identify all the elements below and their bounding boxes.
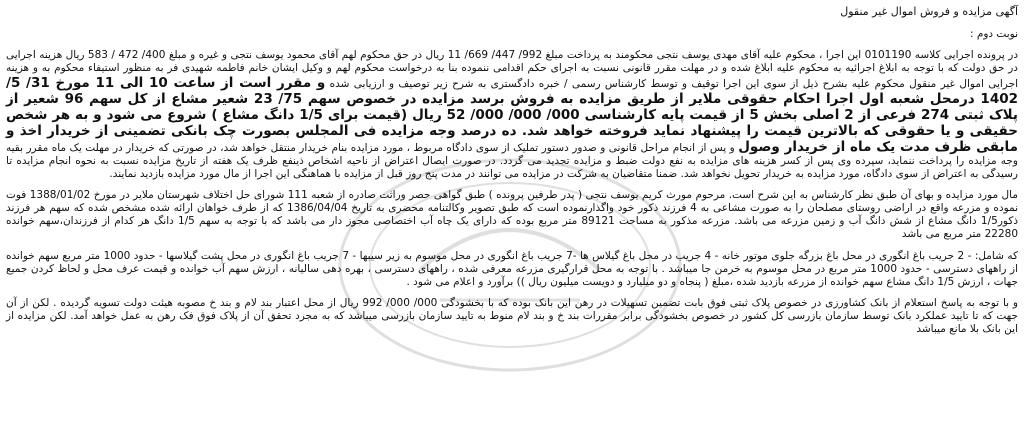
auction-schedule-highlight: و مقرر است از ساعت 10 الی 11 مورخ 31/ 5/ 1402 درمحل شعبه اول اجرا احکام حقوقی ملایر از طریق مزایده به فروش برسد مزایده در خصوص سهم 75/ 23 شعیر مشاع از کل سهم 96 شعیر از پلاک ثبتی 274 فرعی از 2 اصلی بخش 5 از قیمت پایه کارشناسی 000/ 000/ 000/ 52 ریال (قیمت برای 1/5 دانگ مشاع ) شروع می شود و به هر شخص حقیقی و یا حقوقی که بالاترین قیمت را پیشنهاد نماید فروخته خواهد شد. ده درصد وجه مزایده فی المجلس بصورت چک بانکی تضمینی از خریدار اخذ و مابقی ظرف مدت یک ماه از خریدار وصول — [6, 75, 1018, 155]
bank-inquiry-paragraph: و با توجه به پاسخ استعلام از بانک کشاورزی در خصوص پلاک ثبتی فوق بابت تضمین تسهیلات در رهن این بانک بوده که با بخشودگی 000/ 000/ 992 ریال از محل اعتبار بند لام و بند خ مصوبه هیئت دولت تسویه گردیده . لکن از آن جهت که تا تایید عملکرد بانک توسط سازمان بازرسی کل کشور در خصوص بخشودگی برابر مقررات بند خ و بند لام منوط به تایید سازمان بازرسی میباشد که به مجرد تحقق آن از پلاک فوق فک رهن به عمل خواهد آمد. لکن مزایده از این بانک بلا مانع میباشد — [6, 297, 1018, 335]
property-description-paragraph: مال مورد مزایده و بهای آن طبق نظر کارشناس به این شرح است. مرحوم مورث کریم یوسف نتجی ( پدر طرفین پرونده ) طبق گواهی حصر وراثت صادره از شعبه 111 شورای حل اختلاف شهرستان ملایر در مورخ 1388/01/02 فوت نموده و مزرعه واقع در اراضی روستای مصلحان را به صورت مشاعی به 4 فرزند ذکور خود واگذارنموده است که طبق تصویر وکالتنامه محضری به تاریخ 1386/04/04 که از طرف خواهان ارائه شده مشخص شده که سهم هر فرزند ذکور1/5 دانگ مشاع از شش دانگ آب و زمین مزرعه می باشد. مزرعه مذکور به مساحت 89121 متر مربع بوده که دارای یک چاه آب اختصاصی مجوز دار می باشد که با توجه به سهم 1/5 دانگ هر کدام از فرزندان،سهم خوانده 22280 متر مربع می باشد — [6, 189, 1019, 240]
page-title: آگهی مزایده و فروش اموال غیر منقول — [840, 5, 1018, 18]
case-details-text: در پرونده اجرایی کلاسه 0101190 این اجرا ، محکوم علیه آقای مهدی یوسف نتجی محکومند به پرداخت مبلغ 992/ 447/ 669/ 11 ریال در حق محکوم لهم آقای محمود یوسف نتجی و غیره و مبلغ 400/ 472 / 583 ریال هزینه اجرایی در حق دولت که با توجه به ابلاغ اجرائیه به محکوم علیه ابلاغ شده و در مهلت مقرر قانونی نسبت به اجرای حکم اقدامی ننموده بنا به درخواست محکوم لهم و وکیل ایشان خانم فاطمه شهیدی فر به منظور استیفاء محکوم به و هزینه اجرایی اموال غیر منقول محکوم علیه بشرح ذیل از سوی این اجرا توقیف و توسط کارشناس رسمی / خبره دادگستری به شرح زیر توصیف و ارزیابی شده — [6, 49, 1018, 90]
property-breakdown-paragraph: که شامل: - 2 جریب باغ انگوری در محل باغ بزرگه جلوی موتور خانه - 4 جریب در محل باغ گیلاس ها -7 جریب باغ انگوری در محل موسوم به زیر سیبها - 7 جریب باغ انگوری در محل پشت گیلاسها - حدود 1000 متر مربع سهم خوانده از راههای دسترسی - حدود 1000 متر مربع در محل موسوم به خرمن جا میباشد . با توجه به محل قرارگیری مزرعه معرفی شده ، راههای دسترسی ، بهره دهی سالیانه ، ارزش سهم آب خوانده و قیمت عرف محل و لحاظ کردن جمیع جهات ، ارزش 1/5 دانگ مشاع سهم خوانده از مزرعه بازدید شده ،مبلغ ( پنجاه و دو میلیارد و دویست میلیون ریال )) برآورد و اعلام می شود . — [6, 250, 1019, 288]
auction-conditions-text: و پس از انجام مراحل قانونی و صدور دستور تملیک از سوی دادگاه مربوط ، مورد مزایده بنام خریدار منتقل خواهد شد، در صورتی که خریدار در مهلت یک ماه مقرر بقیه وجه مزایده را پرداخت ننماید، سپرده وی پس از کسر هزینه های مزایده به نفع دولت ضبط و مزایده تجدید می گردد. در صورت ایصال اعتراض از ناحیه اشخاص ذینفع ظرف یک هفته از تاریخ مزایده نسبت به نحوه انجام مزایده تا رسیدگی به اعتراض از سوی دادگاه، مورد مزایده به خریدار تحویل نخواهد شد. ضمنا متقاضیان به شرکت در مزایده می توانند در مدت پنج روز قبل از مزایده با هماهنگی این اجرا از مال مورد مزایده بازدید نمایند. — [6, 142, 1018, 180]
notice-round-label: نوبت دوم : — [969, 28, 1018, 40]
case-details-paragraph — [6, 49, 1018, 181]
